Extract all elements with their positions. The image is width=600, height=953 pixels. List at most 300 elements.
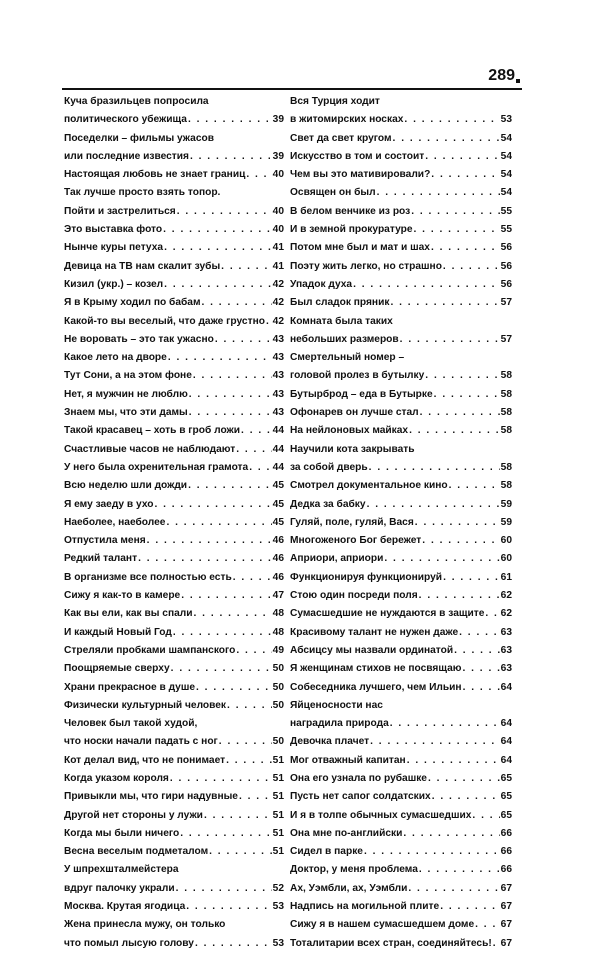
toc-entry-title: или последние известия — [64, 150, 189, 162]
toc-entry-page: 51 — [272, 791, 284, 803]
toc-entry — [64, 569, 284, 587]
toc-entry — [64, 587, 284, 605]
dot-leader — [186, 898, 271, 916]
dot-leader — [168, 349, 272, 367]
header-rule — [62, 88, 522, 90]
toc-entry — [64, 514, 284, 532]
toc-entry-title: Счастливые часов не наблюдают — [64, 443, 236, 455]
toc-entry-page: 60 — [500, 553, 512, 565]
toc-entry-page: 41 — [272, 242, 284, 254]
toc-entry-title: Какой-то вы веселый, что даже грустно — [64, 315, 265, 327]
toc-entry-title: Смертельный номер – — [290, 352, 405, 364]
dot-leader — [419, 861, 500, 879]
toc-entry-title: Функционируя функционируй — [290, 571, 443, 583]
toc-entry — [290, 660, 512, 678]
dot-leader — [163, 221, 272, 239]
dot-leader — [221, 258, 272, 276]
toc-entry-title: Привыкли мы, что гири надувные — [64, 791, 238, 803]
dot-leader — [138, 550, 272, 568]
dot-leader — [170, 770, 272, 788]
toc-entry-title: Пойти и застрелиться — [64, 205, 176, 217]
toc-entry-title: что помыл лысую голову — [64, 937, 194, 949]
dot-leader — [462, 660, 499, 678]
toc-entry — [64, 221, 284, 239]
toc-entry-title: наградила природа — [290, 718, 389, 730]
toc-entry-page: 67 — [500, 882, 512, 894]
dot-leader — [241, 422, 272, 440]
dot-leader — [364, 843, 500, 861]
toc-entry-title: Мог отважный капитан — [290, 754, 406, 766]
toc-entry — [290, 294, 512, 312]
dot-leader — [147, 532, 272, 550]
toc-entry-title: что носки начали падать с ног — [64, 736, 218, 748]
toc-entry-title: в житомирских носках — [290, 114, 404, 126]
toc-entry-page: 42 — [272, 278, 284, 290]
toc-entry-title: Кизил (укр.) – козел — [64, 278, 164, 290]
toc-entry-page: 55 — [500, 224, 512, 236]
toc-entry — [64, 550, 284, 568]
dot-leader — [188, 477, 272, 495]
dot-leader — [176, 880, 272, 898]
dot-leader — [449, 477, 500, 495]
toc-entry — [64, 660, 284, 678]
toc-entry-title: У него была охренительная грамота — [64, 461, 249, 473]
dot-leader — [188, 111, 272, 129]
toc-entry-page: 40 — [272, 224, 284, 236]
dot-leader — [409, 422, 500, 440]
toc-entry-page: 44 — [272, 461, 284, 473]
toc-entry — [64, 313, 284, 331]
dot-leader — [428, 770, 500, 788]
dot-leader — [414, 221, 500, 239]
toc-entry-page: 62 — [500, 608, 512, 620]
toc-entry-title: Упадок духа — [290, 278, 353, 290]
toc-entry-title: Она его узнала по рубашке — [290, 772, 427, 784]
dot-leader — [407, 752, 500, 770]
dot-leader — [377, 184, 500, 202]
toc-entry-title: Абсицсу мы назвали ординатой — [290, 644, 454, 656]
dot-leader — [194, 605, 272, 623]
toc-entry — [64, 624, 284, 642]
dot-leader — [403, 825, 499, 843]
toc-entry-title: головой пролез в бутылку — [290, 370, 425, 382]
dot-leader — [353, 276, 500, 294]
dot-leader — [367, 496, 500, 514]
toc-entry-title: Человек был такой худой, — [64, 718, 198, 730]
toc-entry-title: И каждый Новый Год — [64, 626, 172, 638]
toc-entry-title: Свет да свет кругом — [290, 132, 392, 144]
dot-leader — [215, 331, 272, 349]
toc-entry — [64, 130, 284, 167]
toc-entry — [290, 496, 512, 514]
toc-entry-title: Жена принесла мужу, он только — [64, 919, 226, 931]
toc-entry-page: 46 — [272, 553, 284, 565]
toc-entry — [64, 825, 284, 843]
toc-entry — [290, 605, 512, 623]
toc-entry-title: Отпустила меня — [64, 535, 146, 547]
dot-leader — [400, 331, 500, 349]
dot-leader — [384, 550, 499, 568]
dot-leader — [173, 624, 272, 642]
toc-entry-title: И я в толпе обычных сумасшедших — [290, 809, 472, 821]
toc-entry-page: 41 — [272, 260, 284, 272]
toc-entry-page: 64 — [500, 736, 512, 748]
toc-entry — [64, 605, 284, 623]
dot-leader — [181, 587, 271, 605]
dot-leader — [246, 166, 271, 184]
toc-entry-page: 64 — [500, 681, 512, 693]
toc-entry-title: В белом венчике из роз — [290, 205, 411, 217]
page-number: 289 — [488, 67, 515, 84]
toc-entry — [64, 441, 284, 459]
toc-entry-page: 57 — [500, 297, 512, 309]
dot-leader — [219, 733, 272, 751]
toc-entry-page: 65 — [500, 809, 512, 821]
dot-leader — [204, 807, 272, 825]
toc-entry-page: 52 — [272, 882, 284, 894]
toc-entry — [64, 239, 284, 257]
dot-leader — [171, 660, 272, 678]
toc-entry — [64, 459, 284, 477]
toc-entry — [64, 93, 284, 130]
toc-entry-title: У шпрехшталмейстера — [64, 864, 179, 876]
dot-leader — [425, 367, 499, 385]
toc-entry-title: Кот делал вид, что не понимает — [64, 754, 226, 766]
toc-entry — [290, 221, 512, 239]
toc-entry — [290, 825, 512, 843]
toc-entry — [64, 184, 284, 202]
toc-entry — [290, 843, 512, 861]
toc-entry-title: Я женщинам стихов не посвящаю — [290, 663, 462, 675]
toc-entry — [64, 679, 284, 697]
toc-entry — [290, 203, 512, 221]
dot-leader — [493, 935, 500, 953]
dot-leader — [432, 788, 500, 806]
toc-entry-title: Не воровать – это так ужасно — [64, 333, 214, 345]
toc-entry-page: 50 — [272, 663, 284, 675]
toc-entry-page: 60 — [500, 535, 512, 547]
toc-entry-page: 47 — [272, 590, 284, 602]
dot-leader — [189, 404, 272, 422]
dot-leader — [236, 441, 271, 459]
toc-entry-title: Она мне по-английски — [290, 827, 403, 839]
toc-entry-page: 50 — [272, 736, 284, 748]
toc-entry-page: 58 — [500, 388, 512, 400]
toc-entry-page: 59 — [500, 498, 512, 510]
toc-entry-page: 44 — [272, 425, 284, 437]
toc-entry-title: Когда мы были ничего — [64, 827, 180, 839]
toc-entry-title: Был сладок пряник — [290, 297, 390, 309]
dot-leader — [226, 752, 272, 770]
dot-leader — [459, 624, 500, 642]
toc-entry-page: 50 — [272, 699, 284, 711]
toc-entry — [64, 496, 284, 514]
toc-entry — [64, 276, 284, 294]
toc-entry-page: 66 — [500, 864, 512, 876]
toc-entry — [64, 898, 284, 916]
toc-entry-page: 51 — [272, 754, 284, 766]
toc-entry-title: Вся Турция ходит — [290, 96, 380, 107]
dot-leader — [195, 935, 272, 953]
toc-entry-page: 59 — [500, 516, 512, 528]
toc-entry-page: 67 — [500, 919, 512, 931]
toc-entry-page: 51 — [272, 809, 284, 821]
toc-entry — [64, 477, 284, 495]
toc-entry-page: 55 — [500, 205, 512, 217]
toc-entry-page: 40 — [272, 169, 284, 181]
toc-entry-title: В организме все полностью есть — [64, 571, 232, 583]
toc-entry-title: вдруг палочку украли — [64, 882, 175, 894]
toc-entry-page: 46 — [272, 535, 284, 547]
toc-entry-title: Тут Сони, а на этом фоне — [64, 370, 192, 382]
toc-entry-page: 65 — [500, 772, 512, 784]
toc-entry-page: 62 — [500, 590, 512, 602]
toc-entry-title: Девица на ТВ нам скалит зубы — [64, 260, 221, 272]
toc-entry-page: 51 — [272, 827, 284, 839]
dot-leader — [239, 788, 272, 806]
toc-entry-page: 45 — [272, 480, 284, 492]
dot-leader — [209, 843, 272, 861]
toc-entry-title: Поэту жить легко, но страшно — [290, 260, 442, 272]
toc-entry-title: Поощряемые сверху — [64, 663, 170, 675]
toc-entry-page: 43 — [272, 388, 284, 400]
dot-leader — [472, 807, 499, 825]
toc-entry-title: Стреляли пробками шампанского — [64, 644, 236, 656]
toc-entry — [290, 752, 512, 770]
dot-leader — [440, 898, 499, 916]
toc-entry — [64, 752, 284, 770]
dot-leader — [370, 733, 500, 751]
toc-entry-page: 56 — [500, 242, 512, 254]
toc-entry — [64, 331, 284, 349]
toc-entry — [64, 422, 284, 440]
toc-entry — [290, 550, 512, 568]
toc-entry-page: 58 — [500, 425, 512, 437]
toc-entry-page: 49 — [272, 644, 284, 656]
dot-leader — [463, 679, 500, 697]
toc-entry-title: Это выставка фото — [64, 224, 163, 236]
toc-entry-title: Сижу я как-то в камере — [64, 590, 181, 602]
toc-entry — [290, 569, 512, 587]
dot-leader — [408, 880, 499, 898]
toc-entry-title: Потом мне был и мат и шах — [290, 242, 430, 254]
toc-entry — [290, 788, 512, 806]
toc-entry-title: Собеседника лучшего, чем Ильин — [290, 681, 462, 693]
toc-entry — [290, 642, 512, 660]
toc-entry — [290, 258, 512, 276]
toc-entry-page: 67 — [500, 901, 512, 913]
toc-entry — [64, 166, 284, 184]
toc-entry-title: Девочка плачет — [290, 736, 370, 748]
toc-entry-title: Стою один посреди поля — [290, 590, 418, 602]
toc-entry — [290, 587, 512, 605]
toc-entry-title: Пусть нет сапог солдатских — [290, 791, 431, 803]
toc-entry-title: Настоящая любовь не знает границ — [64, 169, 246, 181]
toc-entry-page: 44 — [272, 443, 284, 455]
toc-entry — [64, 697, 284, 715]
dot-leader — [164, 276, 271, 294]
toc-entry-page: 50 — [272, 681, 284, 693]
toc-entry — [64, 916, 284, 953]
dot-leader — [454, 642, 500, 660]
toc-entry-title: за собой дверь — [290, 461, 368, 473]
toc-entry — [290, 477, 512, 495]
toc-entry-title: На нейлоновых майках — [290, 425, 409, 437]
dot-leader — [390, 715, 500, 733]
toc-entry-page: 51 — [272, 846, 284, 858]
toc-entry-page: 45 — [272, 516, 284, 528]
toc-entry-page: 58 — [500, 407, 512, 419]
toc-entry — [64, 386, 284, 404]
toc-entry-title: Яйценосности нас — [290, 699, 383, 711]
toc-entry-page: 61 — [500, 571, 512, 583]
toc-entry — [64, 294, 284, 312]
toc-entry-page: 66 — [500, 846, 512, 858]
toc-entry-page: 58 — [500, 370, 512, 382]
toc-entry-page: 45 — [272, 498, 284, 510]
toc-entry — [64, 770, 284, 788]
toc-entry-title: Тоталитарии всех стран, соединяйтесь! — [290, 937, 492, 949]
dot-leader — [196, 679, 272, 697]
toc-entry — [64, 404, 284, 422]
toc-entry-page: 53 — [500, 114, 512, 126]
toc-entry — [290, 184, 512, 202]
toc-entry-page: 40 — [272, 205, 284, 217]
toc-entry — [290, 880, 512, 898]
toc-entry — [64, 715, 284, 752]
toc-entry-title: Поседелки – фильмы ужасов — [64, 132, 214, 144]
toc-entry — [64, 532, 284, 550]
toc-entry — [290, 313, 512, 350]
dot-leader — [233, 569, 272, 587]
toc-entry-title: Надпись на могильной плите — [290, 901, 440, 913]
toc-entry — [290, 148, 512, 166]
toc-entry — [64, 349, 284, 367]
dot-leader — [422, 532, 499, 550]
toc-entry-page: 54 — [500, 187, 512, 199]
toc-entry — [290, 93, 512, 130]
toc-entry-title: Я в Крыму ходил по бабам — [64, 297, 201, 309]
toc-entry-page: 57 — [500, 333, 512, 345]
toc-entry-title: Сумасшедшие не нуждаются в защите — [290, 608, 485, 620]
toc-entry-page: 56 — [500, 260, 512, 272]
toc-entry — [64, 367, 284, 385]
toc-entry-title: политического убежища — [64, 114, 187, 126]
toc-entry-page: 39 — [272, 150, 284, 162]
toc-entry — [64, 642, 284, 660]
toc-left-column — [64, 93, 284, 953]
toc-entry — [64, 861, 284, 898]
toc-entry — [290, 935, 512, 953]
dot-leader — [154, 496, 271, 514]
toc-entry-page: 54 — [500, 150, 512, 162]
toc-entry — [290, 441, 512, 478]
toc-entry-title: Сидел в парке — [290, 846, 363, 858]
toc-entry-title: Ах, Уэмбли, ах, Уэмбли — [290, 882, 408, 894]
toc-entry — [290, 404, 512, 422]
toc-entry — [64, 843, 284, 861]
toc-entry-page: 53 — [272, 901, 284, 913]
toc-entry-title: Наеболее, наеболее — [64, 516, 166, 528]
toc-entry — [290, 679, 512, 697]
toc-entry — [290, 916, 512, 934]
toc-entry-page: 46 — [272, 571, 284, 583]
toc-entry-page: 42 — [272, 315, 284, 327]
dot-leader — [393, 130, 500, 148]
dot-leader — [249, 459, 271, 477]
toc-entry — [290, 349, 512, 386]
dot-leader — [443, 258, 500, 276]
toc-entry-title: Как вы ели, как вы спали — [64, 608, 193, 620]
toc-entry-page: 66 — [500, 827, 512, 839]
toc-entry — [290, 239, 512, 257]
dot-leader — [177, 203, 272, 221]
dot-leader — [164, 239, 272, 257]
toc-entry-page: 63 — [500, 644, 512, 656]
dot-leader — [266, 313, 272, 331]
toc-entry-page: 51 — [272, 772, 284, 784]
toc-entry-title: Такой красавец – хоть в гроб ложи — [64, 425, 241, 437]
toc-entry-title: Чем вы это мативировали? — [290, 169, 431, 181]
toc-entry-title: Априори, априори — [290, 553, 384, 565]
toc-entry-title: Смотрел документальное кино — [290, 480, 448, 492]
dot-leader — [420, 404, 500, 422]
toc-entry — [290, 861, 512, 879]
dot-leader — [190, 148, 272, 166]
toc-entry — [290, 770, 512, 788]
toc-entry-page: 58 — [500, 461, 512, 473]
dot-leader — [415, 514, 500, 532]
dot-leader — [431, 166, 499, 184]
toc-entry-title: Весна веселым подметалом — [64, 846, 209, 858]
toc-entry — [290, 697, 512, 734]
toc-entry-title: Доктор, у меня проблема — [290, 864, 418, 876]
toc-entry — [290, 532, 512, 550]
toc-entry-page: 43 — [272, 370, 284, 382]
toc-entry-title: Храни прекрасное в душе — [64, 681, 196, 693]
dot-leader — [425, 148, 499, 166]
toc-entry-title: Всю неделю шли дожди — [64, 480, 188, 492]
toc-entry — [290, 130, 512, 148]
toc-entry — [64, 788, 284, 806]
dot-leader — [434, 386, 500, 404]
toc-entry-page: 56 — [500, 278, 512, 290]
dot-leader — [189, 386, 272, 404]
toc-entry-page: 53 — [272, 937, 284, 949]
dot-leader — [166, 514, 271, 532]
toc-entry-page: 64 — [500, 754, 512, 766]
toc-entry-title: Я ему заеду в ухо — [64, 498, 154, 510]
dot-leader — [404, 111, 499, 129]
toc-entry-title: Дедка за бабку — [290, 498, 366, 510]
toc-entry-page: 39 — [272, 114, 284, 126]
toc-entry-page: 48 — [272, 626, 284, 638]
dot-leader — [369, 459, 500, 477]
toc-entry-title: Когда указом короля — [64, 772, 169, 784]
toc-entry-title: Нынче куры петуха — [64, 242, 164, 254]
toc-entry-title: И в земной прокуратуре — [290, 224, 413, 236]
dot-leader — [236, 642, 271, 660]
dot-leader — [419, 587, 500, 605]
toc-entry — [290, 166, 512, 184]
dot-leader — [411, 203, 499, 221]
toc-entry — [290, 733, 512, 751]
toc-entry-title: Сижу я в нашем сумасшедшем доме — [290, 919, 475, 931]
toc-entry-page: 43 — [272, 352, 284, 364]
toc-entry-page: 48 — [272, 608, 284, 620]
toc-entry-page: 63 — [500, 626, 512, 638]
toc-entry-page: 65 — [500, 791, 512, 803]
